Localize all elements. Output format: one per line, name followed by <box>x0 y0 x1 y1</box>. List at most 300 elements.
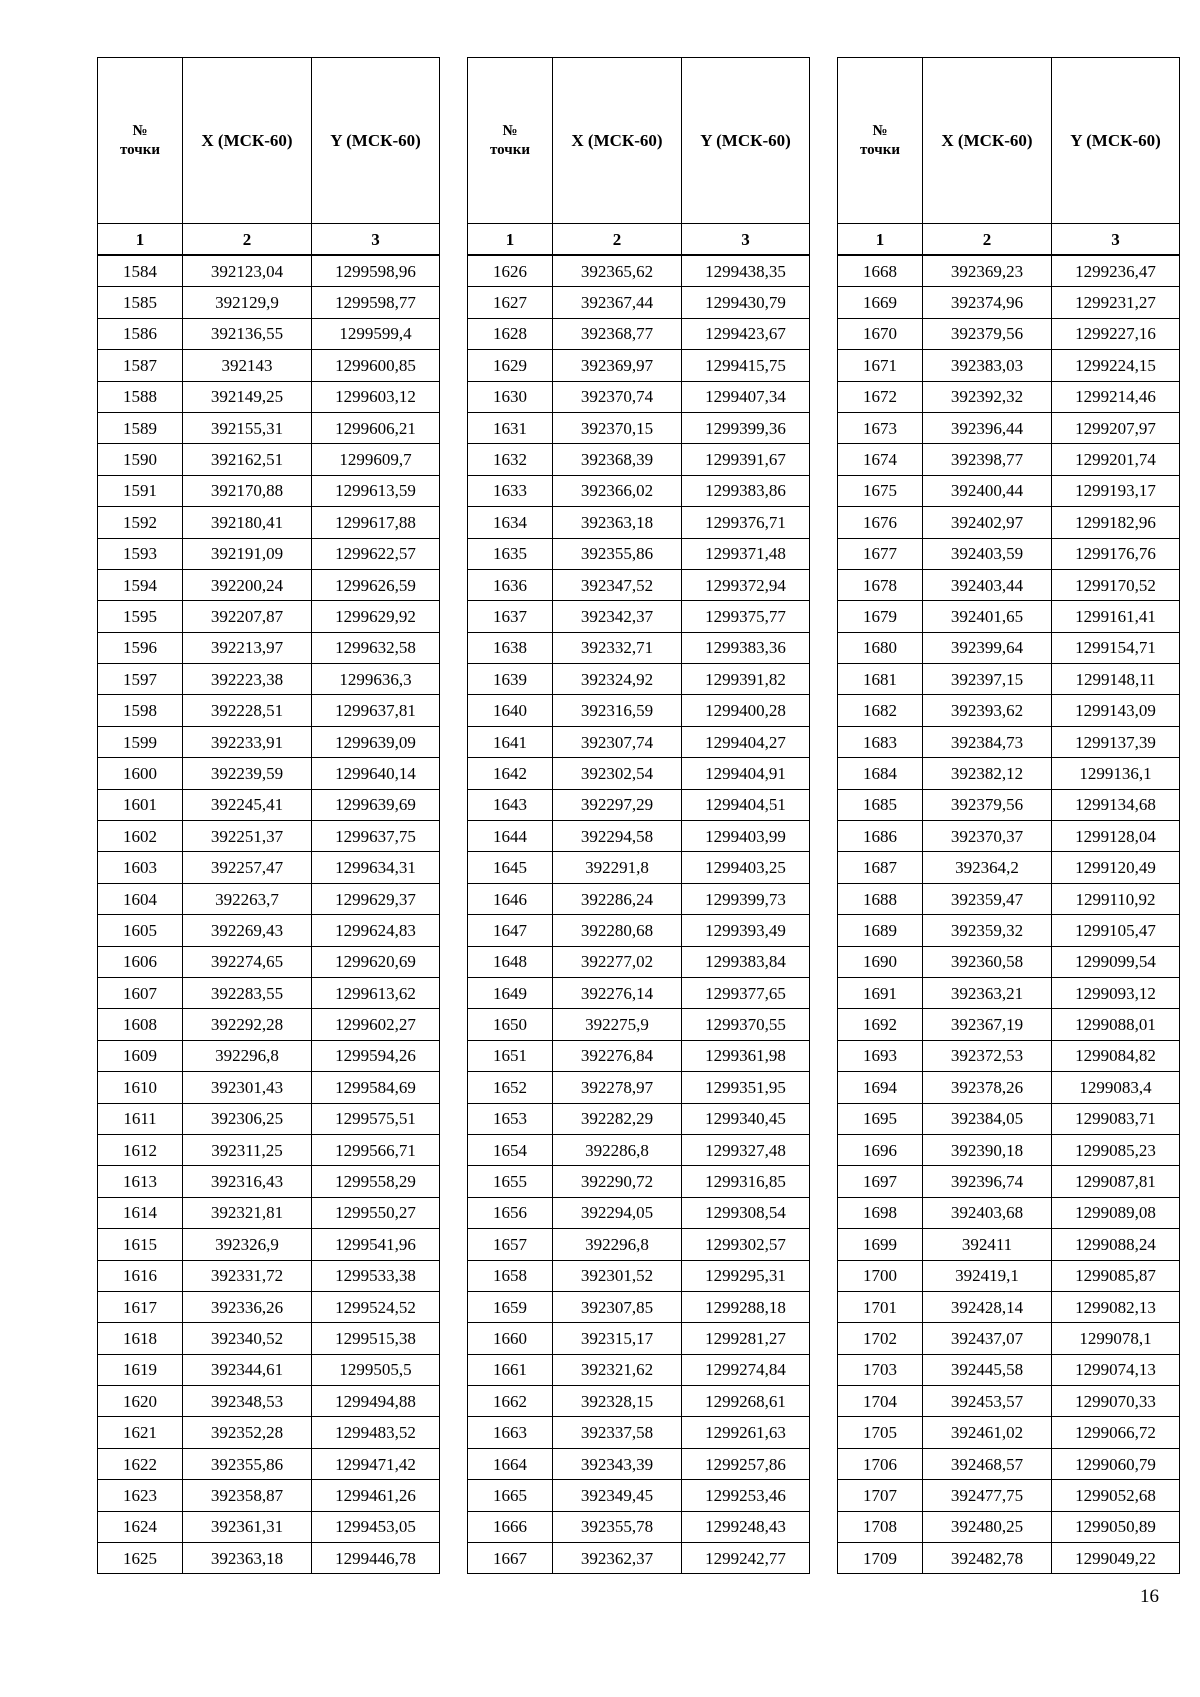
point-number-cell: 1649 <box>468 977 553 1008</box>
x-coordinate-cell: 392399,64 <box>923 632 1052 663</box>
column-number-3: 3 <box>312 224 440 256</box>
y-coordinate-cell: 1299471,42 <box>312 1448 440 1479</box>
table-row <box>838 318 1180 349</box>
point-number-cell: 1606 <box>98 946 183 977</box>
point-number-cell: 1685 <box>838 789 923 820</box>
table-row <box>468 789 810 820</box>
y-coordinate-cell: 1299316,85 <box>682 1166 810 1197</box>
point-number-cell: 1695 <box>838 1103 923 1134</box>
table-row <box>468 1386 810 1417</box>
table-row <box>98 381 440 412</box>
table-row <box>838 1511 1180 1542</box>
point-number-cell: 1628 <box>468 318 553 349</box>
y-header: Y (МСК-60) <box>312 58 440 224</box>
point-number-cell: 1654 <box>468 1134 553 1165</box>
y-coordinate-cell: 1299391,67 <box>682 444 810 475</box>
y-coordinate-cell: 1299176,76 <box>1052 538 1180 569</box>
table-row <box>98 632 440 663</box>
table-row <box>98 1291 440 1322</box>
y-coordinate-cell: 1299110,92 <box>1052 883 1180 914</box>
x-coordinate-cell: 392223,38 <box>183 664 312 695</box>
point-number-cell: 1653 <box>468 1103 553 1134</box>
x-coordinate-cell: 392398,77 <box>923 444 1052 475</box>
point-number-cell: 1587 <box>98 350 183 381</box>
x-coordinate-cell: 392311,25 <box>183 1134 312 1165</box>
x-coordinate-cell: 392307,74 <box>553 726 682 757</box>
y-coordinate-cell: 1299288,18 <box>682 1291 810 1322</box>
y-coordinate-cell: 1299049,22 <box>1052 1543 1180 1574</box>
point-number-cell: 1682 <box>838 695 923 726</box>
x-coordinate-cell: 392239,59 <box>183 758 312 789</box>
point-number-cell: 1598 <box>98 695 183 726</box>
x-coordinate-cell: 392367,19 <box>923 1009 1052 1040</box>
point-number-cell: 1589 <box>98 412 183 443</box>
table-row <box>838 1323 1180 1354</box>
y-coordinate-cell: 1299629,92 <box>312 601 440 632</box>
x-coordinate-cell: 392307,85 <box>553 1291 682 1322</box>
y-coordinate-cell: 1299274,84 <box>682 1354 810 1385</box>
column-number-1: 1 <box>838 224 923 256</box>
x-coordinate-cell: 392392,32 <box>923 381 1052 412</box>
y-coordinate-cell: 1299372,94 <box>682 569 810 600</box>
x-coordinate-cell: 392294,58 <box>553 821 682 852</box>
point-number-cell: 1620 <box>98 1386 183 1417</box>
column-number-2: 2 <box>923 224 1052 256</box>
x-coordinate-cell: 392292,28 <box>183 1009 312 1040</box>
point-number-cell: 1690 <box>838 946 923 977</box>
y-coordinate-cell: 1299128,04 <box>1052 821 1180 852</box>
x-coordinate-cell: 392278,97 <box>553 1072 682 1103</box>
point-number-cell: 1623 <box>98 1480 183 1511</box>
table-row <box>98 569 440 600</box>
point-number-cell: 1686 <box>838 821 923 852</box>
table-row <box>468 287 810 318</box>
table-row <box>838 538 1180 569</box>
table-row <box>468 758 810 789</box>
point-number-cell: 1709 <box>838 1543 923 1574</box>
table-row <box>98 1417 440 1448</box>
column-number-1: 1 <box>468 224 553 256</box>
point-number-cell: 1645 <box>468 852 553 883</box>
table-row <box>468 569 810 600</box>
x-coordinate-cell: 392155,31 <box>183 412 312 443</box>
table-row <box>98 507 440 538</box>
point-number-cell: 1627 <box>468 287 553 318</box>
table-row <box>838 726 1180 757</box>
table-row <box>838 350 1180 381</box>
point-number-cell: 1677 <box>838 538 923 569</box>
x-coordinate-cell: 392364,2 <box>923 852 1052 883</box>
table-row <box>98 538 440 569</box>
x-coordinate-cell: 392263,7 <box>183 883 312 914</box>
table-row <box>468 255 810 287</box>
y-coordinate-cell: 1299415,75 <box>682 350 810 381</box>
table-row <box>468 475 810 506</box>
x-coordinate-cell: 392294,05 <box>553 1197 682 1228</box>
y-coordinate-cell: 1299613,59 <box>312 475 440 506</box>
table-row <box>468 1166 810 1197</box>
point-number-symbol: № <box>132 122 148 139</box>
point-number-header <box>468 58 553 224</box>
point-number-cell: 1698 <box>838 1197 923 1228</box>
y-coordinate-cell: 1299182,96 <box>1052 507 1180 538</box>
x-coordinate-cell: 392228,51 <box>183 695 312 726</box>
x-coordinate-cell: 392207,87 <box>183 601 312 632</box>
table-row <box>98 1229 440 1260</box>
x-coordinate-cell: 392200,24 <box>183 569 312 600</box>
x-coordinate-cell: 392365,62 <box>553 255 682 287</box>
point-number-cell: 1621 <box>98 1417 183 1448</box>
point-number-cell: 1651 <box>468 1040 553 1071</box>
x-coordinate-cell: 392286,8 <box>553 1134 682 1165</box>
table-row <box>838 1072 1180 1103</box>
x-coordinate-cell: 392283,55 <box>183 977 312 1008</box>
x-coordinate-cell: 392257,47 <box>183 852 312 883</box>
y-coordinate-cell: 1299089,08 <box>1052 1197 1180 1228</box>
y-coordinate-cell: 1299375,77 <box>682 601 810 632</box>
table-row <box>838 381 1180 412</box>
x-coordinate-cell: 392428,14 <box>923 1291 1052 1322</box>
point-number-cell: 1704 <box>838 1386 923 1417</box>
y-coordinate-cell: 1299120,49 <box>1052 852 1180 883</box>
point-number-cell: 1617 <box>98 1291 183 1322</box>
x-coordinate-cell: 392368,39 <box>553 444 682 475</box>
table-row <box>98 852 440 883</box>
point-number-cell: 1644 <box>468 821 553 852</box>
y-coordinate-cell: 1299594,26 <box>312 1040 440 1071</box>
y-coordinate-cell: 1299558,29 <box>312 1166 440 1197</box>
table-row <box>468 1291 810 1322</box>
x-coordinate-cell: 392379,56 <box>923 789 1052 820</box>
y-coordinate-cell: 1299193,17 <box>1052 475 1180 506</box>
y-coordinate-cell: 1299361,98 <box>682 1040 810 1071</box>
y-coordinate-cell: 1299640,14 <box>312 758 440 789</box>
table-row <box>468 1511 810 1542</box>
table-row <box>838 1040 1180 1071</box>
x-coordinate-cell: 392367,44 <box>553 287 682 318</box>
x-coordinate-cell: 392291,8 <box>553 852 682 883</box>
table-row <box>468 1480 810 1511</box>
table-row <box>98 1543 440 1574</box>
point-number-cell: 1643 <box>468 789 553 820</box>
point-number-cell: 1658 <box>468 1260 553 1291</box>
x-coordinate-cell: 392396,74 <box>923 1166 1052 1197</box>
x-coordinate-cell: 392355,86 <box>183 1448 312 1479</box>
point-number-symbol: № <box>872 122 888 139</box>
point-number-cell: 1660 <box>468 1323 553 1354</box>
table-row <box>468 1009 810 1040</box>
table-row <box>98 287 440 318</box>
y-coordinate-cell: 1299632,58 <box>312 632 440 663</box>
y-coordinate-cell: 1299423,67 <box>682 318 810 349</box>
point-number-cell: 1631 <box>468 412 553 443</box>
coordinates-table-2 <box>467 57 810 1574</box>
point-number-cell: 1674 <box>838 444 923 475</box>
y-coordinate-cell: 1299599,4 <box>312 318 440 349</box>
x-coordinate-cell: 392355,78 <box>553 1511 682 1542</box>
table-row <box>468 1229 810 1260</box>
table-row <box>468 977 810 1008</box>
x-coordinate-cell: 392286,24 <box>553 883 682 914</box>
table-row <box>468 1417 810 1448</box>
table-row <box>468 1323 810 1354</box>
point-number-cell: 1665 <box>468 1480 553 1511</box>
table-row <box>98 1009 440 1040</box>
table-row <box>98 1448 440 1479</box>
point-number-cell: 1593 <box>98 538 183 569</box>
y-coordinate-cell: 1299327,48 <box>682 1134 810 1165</box>
point-number-cell: 1659 <box>468 1291 553 1322</box>
y-coordinate-cell: 1299603,12 <box>312 381 440 412</box>
x-coordinate-cell: 392170,88 <box>183 475 312 506</box>
point-number-cell: 1600 <box>98 758 183 789</box>
table-row <box>98 664 440 695</box>
x-coordinate-cell: 392316,59 <box>553 695 682 726</box>
y-coordinate-cell: 1299629,37 <box>312 883 440 914</box>
table-row <box>838 1291 1180 1322</box>
point-number-cell: 1688 <box>838 883 923 914</box>
point-number-cell: 1703 <box>838 1354 923 1385</box>
table-row <box>838 1417 1180 1448</box>
table-row <box>838 1197 1180 1228</box>
point-number-cell: 1613 <box>98 1166 183 1197</box>
table-row <box>468 1260 810 1291</box>
x-coordinate-cell: 392321,62 <box>553 1354 682 1385</box>
y-coordinate-cell: 1299609,7 <box>312 444 440 475</box>
x-coordinate-cell: 392374,96 <box>923 287 1052 318</box>
point-number-cell: 1633 <box>468 475 553 506</box>
point-number-cell: 1702 <box>838 1323 923 1354</box>
y-coordinate-cell: 1299613,62 <box>312 977 440 1008</box>
point-number-cell: 1596 <box>98 632 183 663</box>
table-row <box>468 1448 810 1479</box>
x-coordinate-cell: 392340,52 <box>183 1323 312 1354</box>
y-coordinate-cell: 1299634,31 <box>312 852 440 883</box>
point-number-cell: 1607 <box>98 977 183 1008</box>
y-coordinate-cell: 1299074,13 <box>1052 1354 1180 1385</box>
y-coordinate-cell: 1299550,27 <box>312 1197 440 1228</box>
x-coordinate-cell: 392360,58 <box>923 946 1052 977</box>
y-coordinate-cell: 1299236,47 <box>1052 255 1180 287</box>
x-coordinate-cell: 392419,1 <box>923 1260 1052 1291</box>
y-coordinate-cell: 1299231,27 <box>1052 287 1180 318</box>
x-header: X (МСК-60) <box>183 58 312 224</box>
point-number-header <box>98 58 183 224</box>
x-coordinate-cell: 392233,91 <box>183 726 312 757</box>
point-number-cell: 1609 <box>98 1040 183 1071</box>
table-row <box>838 946 1180 977</box>
x-coordinate-cell: 392162,51 <box>183 444 312 475</box>
point-number-cell: 1642 <box>468 758 553 789</box>
table-row <box>838 1480 1180 1511</box>
y-coordinate-cell: 1299257,86 <box>682 1448 810 1479</box>
point-number-cell: 1666 <box>468 1511 553 1542</box>
point-number-cell: 1603 <box>98 852 183 883</box>
y-coordinate-cell: 1299078,1 <box>1052 1323 1180 1354</box>
y-coordinate-cell: 1299446,78 <box>312 1543 440 1574</box>
y-coordinate-cell: 1299207,97 <box>1052 412 1180 443</box>
y-coordinate-cell: 1299143,09 <box>1052 695 1180 726</box>
x-coordinate-cell: 392348,53 <box>183 1386 312 1417</box>
table-row <box>838 852 1180 883</box>
y-coordinate-cell: 1299399,36 <box>682 412 810 443</box>
x-coordinate-cell: 392315,17 <box>553 1323 682 1354</box>
y-coordinate-cell: 1299404,91 <box>682 758 810 789</box>
y-coordinate-cell: 1299600,85 <box>312 350 440 381</box>
y-coordinate-cell: 1299404,51 <box>682 789 810 820</box>
table-row <box>838 977 1180 1008</box>
x-coordinate-cell: 392342,37 <box>553 601 682 632</box>
y-coordinate-cell: 1299494,88 <box>312 1386 440 1417</box>
y-coordinate-cell: 1299085,23 <box>1052 1134 1180 1165</box>
table-row <box>468 381 810 412</box>
y-coordinate-cell: 1299248,43 <box>682 1511 810 1542</box>
x-coordinate-cell: 392336,26 <box>183 1291 312 1322</box>
point-number-cell: 1680 <box>838 632 923 663</box>
point-number-cell: 1590 <box>98 444 183 475</box>
x-coordinate-cell: 392326,9 <box>183 1229 312 1260</box>
table-row <box>468 1543 810 1574</box>
x-coordinate-cell: 392384,73 <box>923 726 1052 757</box>
y-coordinate-cell: 1299377,65 <box>682 977 810 1008</box>
table-row <box>838 1103 1180 1134</box>
y-coordinate-cell: 1299639,69 <box>312 789 440 820</box>
x-coordinate-cell: 392393,62 <box>923 695 1052 726</box>
table-row <box>98 1354 440 1385</box>
y-coordinate-cell: 1299088,01 <box>1052 1009 1180 1040</box>
point-number-cell: 1681 <box>838 664 923 695</box>
y-coordinate-cell: 1299242,77 <box>682 1543 810 1574</box>
point-number-cell: 1672 <box>838 381 923 412</box>
column-number-3: 3 <box>682 224 810 256</box>
y-coordinate-cell: 1299082,13 <box>1052 1291 1180 1322</box>
x-header: X (МСК-60) <box>923 58 1052 224</box>
point-number-cell: 1676 <box>838 507 923 538</box>
x-coordinate-cell: 392468,57 <box>923 1448 1052 1479</box>
table-row <box>98 1040 440 1071</box>
x-coordinate-cell: 392403,68 <box>923 1197 1052 1228</box>
point-number-cell: 1594 <box>98 569 183 600</box>
y-coordinate-cell: 1299483,52 <box>312 1417 440 1448</box>
x-coordinate-cell: 392445,58 <box>923 1354 1052 1385</box>
point-number-word: точки <box>489 141 531 158</box>
point-number-cell: 1687 <box>838 852 923 883</box>
y-coordinate-cell: 1299134,68 <box>1052 789 1180 820</box>
x-coordinate-cell: 392332,71 <box>553 632 682 663</box>
table-row <box>838 1166 1180 1197</box>
table-row <box>838 695 1180 726</box>
x-coordinate-cell: 392191,09 <box>183 538 312 569</box>
y-coordinate-cell: 1299383,86 <box>682 475 810 506</box>
point-number-cell: 1650 <box>468 1009 553 1040</box>
table-row <box>838 444 1180 475</box>
x-coordinate-cell: 392213,97 <box>183 632 312 663</box>
point-number-cell: 1619 <box>98 1354 183 1385</box>
table-row <box>98 883 440 914</box>
point-number-cell: 1585 <box>98 287 183 318</box>
point-number-header <box>838 58 923 224</box>
x-coordinate-cell: 392347,52 <box>553 569 682 600</box>
point-number-cell: 1586 <box>98 318 183 349</box>
point-number-cell: 1689 <box>838 915 923 946</box>
x-coordinate-cell: 392123,04 <box>183 255 312 287</box>
x-coordinate-cell: 392370,74 <box>553 381 682 412</box>
x-coordinate-cell: 392328,15 <box>553 1386 682 1417</box>
table-row <box>468 852 810 883</box>
y-coordinate-cell: 1299515,38 <box>312 1323 440 1354</box>
point-number-cell: 1669 <box>838 287 923 318</box>
table-row <box>98 350 440 381</box>
y-coordinate-cell: 1299099,54 <box>1052 946 1180 977</box>
point-number-cell: 1610 <box>98 1072 183 1103</box>
table-row <box>98 1480 440 1511</box>
table-row <box>838 255 1180 287</box>
y-coordinate-cell: 1299407,34 <box>682 381 810 412</box>
y-coordinate-cell: 1299302,57 <box>682 1229 810 1260</box>
point-number-cell: 1641 <box>468 726 553 757</box>
x-coordinate-cell: 392296,8 <box>553 1229 682 1260</box>
point-number-cell: 1634 <box>468 507 553 538</box>
point-number-cell: 1624 <box>98 1511 183 1542</box>
point-number-cell: 1602 <box>98 821 183 852</box>
x-coordinate-cell: 392411 <box>923 1229 1052 1260</box>
y-coordinate-cell: 1299524,52 <box>312 1291 440 1322</box>
table-row <box>98 1260 440 1291</box>
table-row <box>838 412 1180 443</box>
point-number-cell: 1635 <box>468 538 553 569</box>
x-coordinate-cell: 392400,44 <box>923 475 1052 506</box>
point-number-cell: 1612 <box>98 1134 183 1165</box>
point-number-cell: 1616 <box>98 1260 183 1291</box>
y-coordinate-cell: 1299261,63 <box>682 1417 810 1448</box>
point-number-cell: 1648 <box>468 946 553 977</box>
point-number-cell: 1699 <box>838 1229 923 1260</box>
x-coordinate-cell: 392403,59 <box>923 538 1052 569</box>
y-coordinate-cell: 1299161,41 <box>1052 601 1180 632</box>
y-coordinate-cell: 1299636,3 <box>312 664 440 695</box>
y-coordinate-cell: 1299136,1 <box>1052 758 1180 789</box>
table-row <box>98 444 440 475</box>
point-number-cell: 1670 <box>838 318 923 349</box>
x-coordinate-cell: 392331,72 <box>183 1260 312 1291</box>
table-row <box>98 821 440 852</box>
x-coordinate-cell: 392297,29 <box>553 789 682 820</box>
x-coordinate-cell: 392370,15 <box>553 412 682 443</box>
x-coordinate-cell: 392369,23 <box>923 255 1052 287</box>
point-number-cell: 1708 <box>838 1511 923 1542</box>
table-row <box>838 664 1180 695</box>
y-coordinate-cell: 1299622,57 <box>312 538 440 569</box>
x-coordinate-cell: 392372,53 <box>923 1040 1052 1071</box>
x-coordinate-cell: 392379,56 <box>923 318 1052 349</box>
x-coordinate-cell: 392363,18 <box>183 1543 312 1574</box>
y-coordinate-cell: 1299598,96 <box>312 255 440 287</box>
table-row <box>98 758 440 789</box>
x-coordinate-cell: 392282,29 <box>553 1103 682 1134</box>
x-coordinate-cell: 392277,02 <box>553 946 682 977</box>
point-number-cell: 1705 <box>838 1417 923 1448</box>
x-coordinate-cell: 392482,78 <box>923 1543 1052 1574</box>
x-coordinate-cell: 392369,97 <box>553 350 682 381</box>
y-coordinate-cell: 1299105,47 <box>1052 915 1180 946</box>
y-coordinate-cell: 1299308,54 <box>682 1197 810 1228</box>
table-row <box>838 287 1180 318</box>
x-coordinate-cell: 392276,14 <box>553 977 682 1008</box>
table-row <box>468 883 810 914</box>
point-number-cell: 1652 <box>468 1072 553 1103</box>
x-coordinate-cell: 392461,02 <box>923 1417 1052 1448</box>
y-coordinate-cell: 1299170,52 <box>1052 569 1180 600</box>
